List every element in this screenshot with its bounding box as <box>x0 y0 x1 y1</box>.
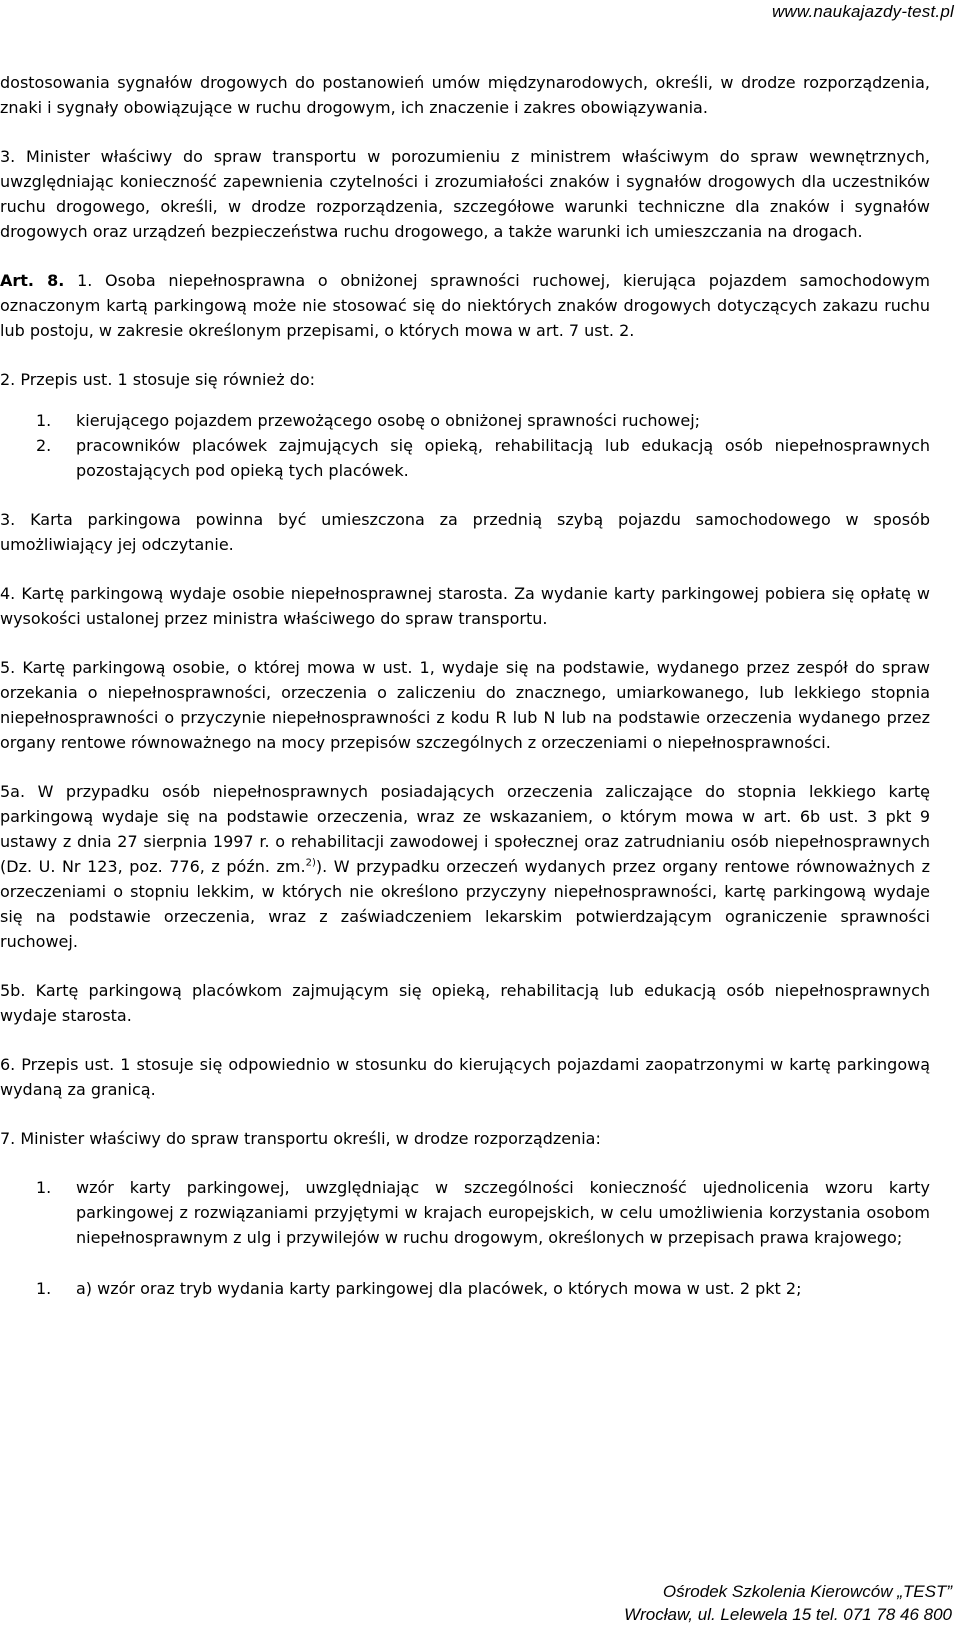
site-url: www.naukajazdy-test.pl <box>771 2 954 21</box>
article-8-heading: Art. 8. <box>0 271 65 290</box>
paragraph-5a <box>0 779 930 954</box>
list-item-text: kierującego pojazdem przewożącego osobę o obniżonej sprawności ruchowej; <box>76 411 701 430</box>
list-item-number: 2. <box>36 436 52 455</box>
paragraph-7: 7. Minister właściwy do spraw transportu określi, w drodze rozporządzenia: <box>0 1129 601 1148</box>
footer-school-name: Ośrodek Szkolenia Kierowców „TEST” <box>662 1582 952 1601</box>
paragraph-6: 6. Przepis ust. 1 stosuje się odpowiednio w stosunku do kierujących pojazdami zaopatrzonymi w kartę parkingową wydaną za granicą. <box>0 1055 930 1099</box>
paragraph-continuation: dostosowania sygnałów drogowych do postanowień umów międzynarodowych, określi, w drodze rozporządzenia, znaki i sygnały obowiązujące w ruchu drogowym, ich znaczenie i zakres obowiązywania. <box>0 73 930 117</box>
list-paragraph-2 <box>0 408 930 483</box>
list-paragraph-7 <box>0 1175 930 1301</box>
paragraph-3: 3. Minister właściwy do spraw transportu w porozumieniu z ministrem właściwym do spraw wewnętrznych, uwzględniając konieczność zapewnienia czytelności i zrozumiałości znaków i sygnałów drogowych dla uczestników ruchu drogowego, określi, w drodze rozporządzenia, szczegółowe warunki techniczne dla znaków i sygnałów drogowych oraz urządzeń bezpieczeństwa ruchu drogowego, a także warunki ich umieszczania na drogach. <box>0 147 930 241</box>
footer-address: Wrocław, ul. Lelewela 15 tel. 071 78 46 800 <box>624 1605 952 1624</box>
list-item <box>0 433 930 483</box>
list-item <box>0 408 930 433</box>
paragraph-3-karta: 3. Karta parkingowa powinna być umieszczona za przednią szybą pojazdu samochodowego w sposób umożliwiający jej odczytanie. <box>0 510 930 554</box>
list-item-text: wzór karty parkingowej, uwzględniając w szczególności konieczność ujednolicenia wzoru karty parkingowej z rozwiązaniami przyjętymi w krajach europejskich, w celu umożliwienia korzystania osobom niepełnosprawnym z ulg i przywilejów w ruchu drogowym, określonych w przepisach prawa krajowego; <box>76 1178 930 1247</box>
paragraph-5b: 5b. Kartę parkingową placówkom zajmującym się opieką, rehabilitacją lub edukacją osób niepełnosprawnych wydaje starosta. <box>0 981 930 1025</box>
list-item-number: 1. <box>36 411 52 430</box>
list-item-number: 1. <box>36 1178 52 1197</box>
article-8-text: 1. Osoba niepełnosprawna o obniżonej sprawności ruchowej, kierująca pojazdem samochodowym oznaczonym kartą parkingową może nie stosować się do niektórych znaków drogowych dotyczących zakazu ruchu lub postoju, w zakresie określonym przepisami, o których mowa w art. 7 ust. 2. <box>0 271 931 340</box>
list-item-text: pracowników placówek zajmujących się opieką, rehabilitacją lub edukacją osób niepełnosprawnych pozostających pod opieką tych placówek. <box>76 436 930 480</box>
footnote-marker: 2) <box>305 857 316 869</box>
list-item-text: a) wzór oraz tryb wydania karty parkingowej dla placówek, o których mowa w ust. 2 pkt 2; <box>76 1279 802 1298</box>
paragraph-5a-part2: ). W przypadku orzeczeń wydanych przez organy rentowe równoważnych z orzeczeniami o stopniu lekkim, w których nie określono przyczyny niepełnosprawności, kartę parkingową wydaje się na podstawie orzeczenia, wraz z zaświadczeniem lekarskim potwierdzającym ograniczenie sprawności ruchowej. <box>0 857 931 951</box>
list-item-number: 1. <box>36 1279 52 1298</box>
list-item <box>0 1276 930 1301</box>
page-footer <box>624 1580 952 1626</box>
paragraph-5: 5. Kartę parkingową osobie, o której mowa w ust. 1, wydaje się na podstawie, wydanego przez zespół do spraw orzekania o niepełnosprawności, orzeczenia o zaliczeniu do znacznego, umiarkowanego, lub lekkiego stopnia niepełnosprawności o przyczynie niepełnosprawności z kodu R lub N lub na podstawie orzeczenia wydanego przez organy rentowe równoważnego na mocy przepisów szczególnych z orzeczeniami o niepełnosprawności. <box>0 658 930 752</box>
paragraph-2: 2. Przepis ust. 1 stosuje się również do: <box>0 370 316 389</box>
paragraph-4: 4. Kartę parkingową wydaje osobie niepełnosprawnej starosta. Za wydanie karty parkingowej pobiera się opłatę w wysokości ustalonej przez ministra właściwego do spraw transportu. <box>0 584 930 628</box>
article-8-paragraph-1 <box>0 268 930 343</box>
list-item <box>0 1175 930 1250</box>
paragraph-5a-part1: 5a. W przypadku osób niepełnosprawnych posiadających orzeczenia zaliczające do stopnia lekkiego kartę parkingową wydaje się na podstawie orzeczenia, wraz ze wskazaniem, o którym mowa w art. 6b ust. 3 pkt 9 ustawy z dnia 27 sierpnia 1997 r. o rehabilitacji zawodowej i społecznej oraz zatrudnianiu osób niepełnosprawnych (Dz. U. Nr 123, poz. 776, z późn. zm. <box>0 782 930 876</box>
document-body <box>0 70 930 1325</box>
